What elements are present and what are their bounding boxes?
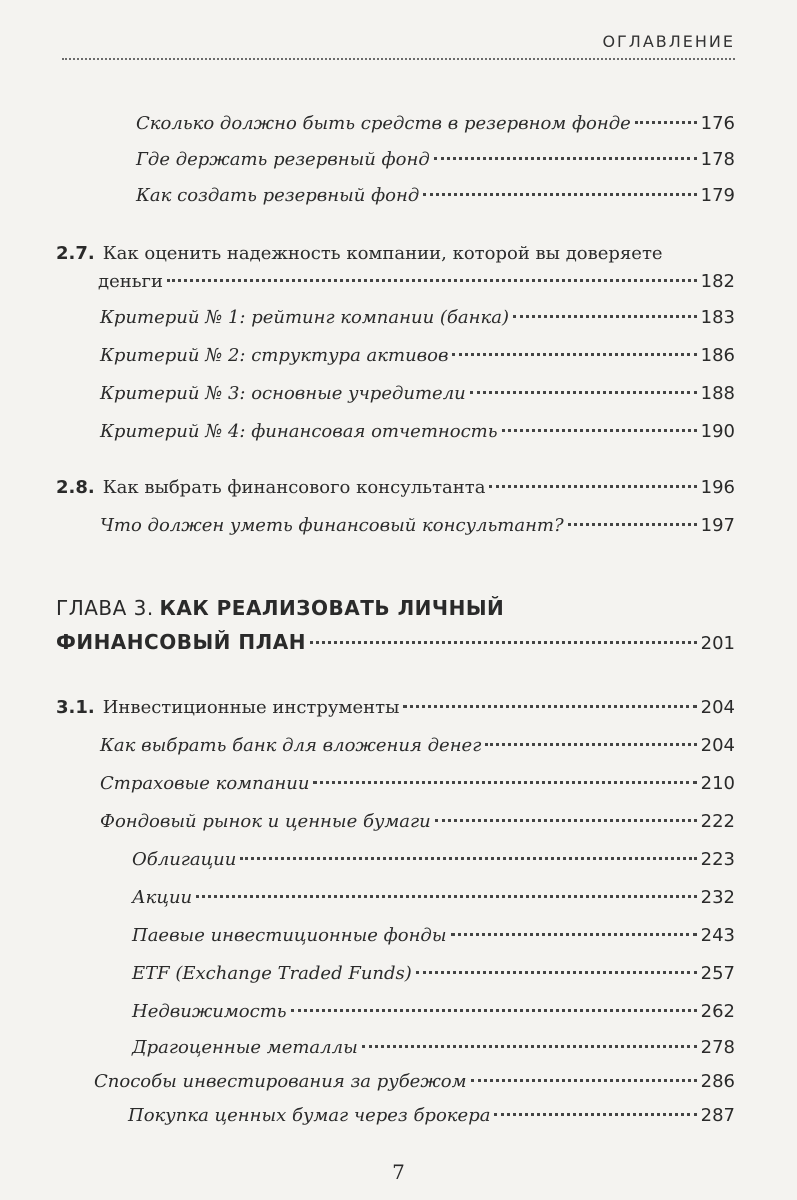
toc-entry-title: ETF (Exchange Traded Funds): [132, 963, 412, 984]
dot-leader: [403, 704, 696, 708]
toc-entry-title: Паевые инвестиционные фонды: [132, 925, 447, 946]
chapter-label: ГЛАВА 3.: [56, 596, 154, 620]
toc-section-entry: [98, 270, 735, 294]
toc-entry: [100, 306, 735, 330]
chapter-title-line1: КАК РЕАЛИЗОВАТЬ ЛИЧНЫЙ: [159, 596, 505, 620]
dot-leader: [167, 278, 697, 282]
section-title-line2: деньги: [98, 271, 163, 292]
section-title: Инвестиционные инструменты: [102, 697, 400, 718]
toc-entry-page: 196: [700, 477, 735, 498]
toc-entry: [100, 344, 735, 368]
toc-entry-page: 201: [700, 633, 735, 654]
toc-entry-page: 188: [700, 383, 735, 404]
toc-entry-page: 197: [700, 515, 735, 536]
toc-entry-page: 257: [700, 963, 735, 984]
dot-leader: [452, 352, 696, 356]
dot-leader: [489, 484, 696, 488]
toc-entry-title: Акции: [132, 887, 193, 908]
dot-leader: [291, 1008, 697, 1012]
toc-entry-page: 262: [700, 1001, 735, 1022]
toc-entry: [132, 886, 735, 910]
dot-leader: [240, 856, 696, 860]
dot-leader: [502, 428, 697, 432]
section-number: 3.1.: [56, 697, 95, 718]
toc-entry: [136, 184, 735, 208]
dot-leader: [494, 1112, 696, 1116]
running-head: ОГЛАВЛЕНИЕ: [602, 32, 735, 51]
chapter-entry: [56, 630, 735, 656]
dot-leader: [635, 120, 697, 124]
toc-entry-title: Критерий № 2: структура активов: [100, 345, 449, 366]
toc-entry: [100, 734, 735, 758]
toc-entry-title: Что должен уметь финансовый консультант?: [100, 515, 564, 536]
toc-entry: [136, 148, 735, 172]
toc-entry: [132, 962, 735, 986]
dot-leader: [423, 192, 696, 196]
dot-leader: [435, 818, 697, 822]
toc-entry-page: 182: [700, 271, 735, 292]
toc-entry: [100, 382, 735, 406]
toc-entry: [132, 924, 735, 948]
toc-entry-title: Облигации: [132, 849, 237, 870]
header-rule: [62, 58, 735, 60]
toc-entry-title: Страховые компании: [100, 773, 310, 794]
toc-entry-title: Критерий № 1: рейтинг компании (банка): [100, 307, 509, 328]
section-number: 2.7.: [56, 243, 95, 264]
toc-section-entry: [56, 476, 735, 500]
toc-entry-title: Как создать резервный фонд: [136, 185, 420, 206]
toc-entry-page: 287: [700, 1105, 735, 1126]
dot-leader: [471, 1078, 697, 1082]
toc-entry-title: Сколько должно быть средств в резервном фонде: [136, 113, 631, 134]
toc-entry: [132, 1036, 735, 1060]
toc-entry-title: Где держать резервный фонд: [136, 149, 430, 170]
dot-leader: [485, 742, 696, 746]
dot-leader: [416, 970, 697, 974]
toc-entry-page: 232: [700, 887, 735, 908]
chapter-title-line2: ФИНАНСОВЫЙ ПЛАН: [56, 630, 306, 654]
toc-entry-title: Критерий № 3: основные учредители: [100, 383, 466, 404]
toc-entry: [132, 848, 735, 872]
section-title-line1: Как оценить надежность компании, которой вы доверяете: [102, 243, 663, 264]
section-title: Как выбрать финансового консультанта: [102, 477, 486, 498]
toc-entry-page: 204: [700, 697, 735, 718]
dot-leader: [196, 894, 697, 898]
toc-entry: [136, 112, 735, 136]
toc-entry-page: 243: [700, 925, 735, 946]
toc-entry-title: Способы инвестирования за рубежом: [94, 1071, 467, 1092]
toc-entry-page: 179: [700, 185, 735, 206]
toc-entry: [132, 1000, 735, 1024]
toc-entry: [100, 514, 735, 538]
toc-entry-title: Покупка ценных бумаг через брокера: [128, 1105, 491, 1126]
toc-entry-page: 223: [700, 849, 735, 870]
dot-leader: [310, 640, 697, 644]
dot-leader: [362, 1044, 697, 1048]
page-number: 7: [392, 1160, 405, 1184]
toc-entry-title: Фондовый рынок и ценные бумаги: [100, 811, 431, 832]
toc-entry-title: Как выбрать банк для вложения денег: [100, 735, 482, 756]
dot-leader: [568, 522, 697, 526]
toc-section-entry: [56, 696, 735, 720]
toc-entry-page: 204: [700, 735, 735, 756]
toc-entry-title: Недвижимость: [132, 1001, 287, 1022]
dot-leader: [470, 390, 697, 394]
toc-entry-page: 183: [700, 307, 735, 328]
section-number: 2.8.: [56, 477, 95, 498]
toc-entry-page: 178: [700, 149, 735, 170]
toc-entry-page: 186: [700, 345, 735, 366]
toc-entry: [94, 1070, 735, 1094]
toc-entry: [100, 420, 735, 444]
toc-entry-page: 278: [700, 1037, 735, 1058]
toc-entry-page: 176: [700, 113, 735, 134]
toc-entry-page: 190: [700, 421, 735, 442]
toc-entry: [128, 1104, 735, 1128]
toc-entry-page: 210: [700, 773, 735, 794]
dot-leader: [313, 780, 696, 784]
toc-section-heading: [56, 242, 663, 266]
chapter-heading: [56, 596, 504, 622]
dot-leader: [434, 156, 697, 160]
toc-entry-page: 222: [700, 811, 735, 832]
toc-entry-title: Критерий № 4: финансовая отчетность: [100, 421, 498, 442]
toc-entry-title: Драгоценные металлы: [132, 1037, 358, 1058]
dot-leader: [513, 314, 697, 318]
toc-entry-page: 286: [700, 1071, 735, 1092]
dot-leader: [451, 932, 697, 936]
toc-entry: [100, 810, 735, 834]
toc-entry: [100, 772, 735, 796]
